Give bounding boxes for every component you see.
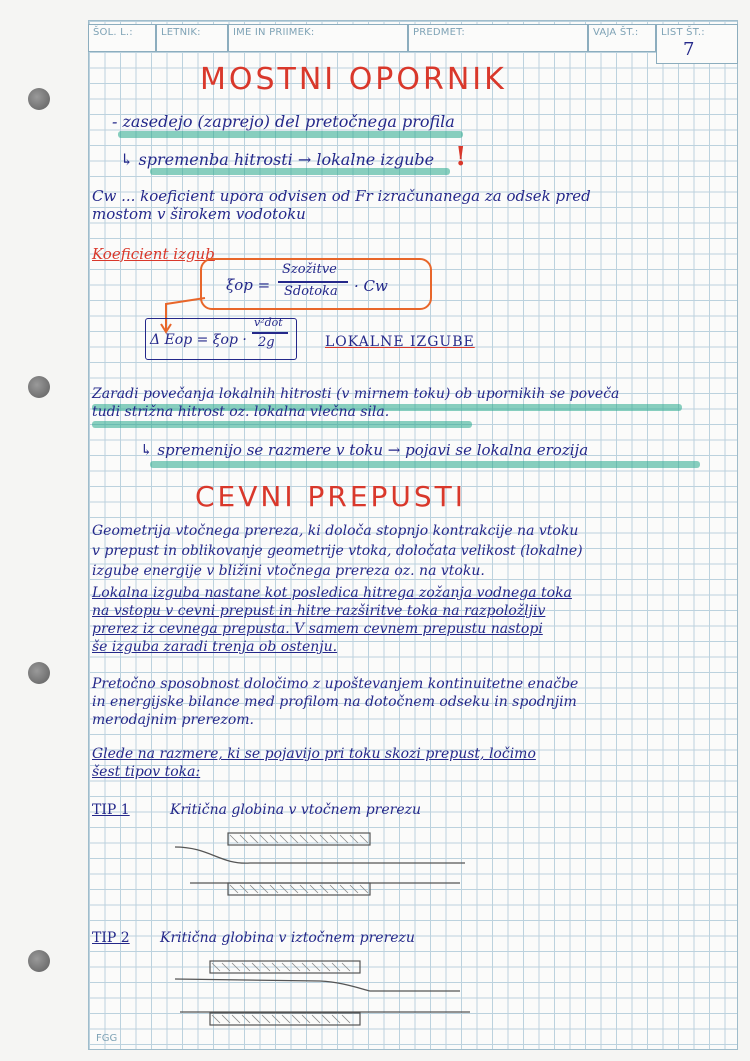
formula-v-squared: v²dot <box>254 316 283 329</box>
line-koeficient: Koeficient izgub <box>92 245 215 263</box>
header-sol: ŠOL. L.: <box>88 24 156 52</box>
line-tudi: tudi strižna hitrost oz. lokalna vlečna sila. <box>92 404 390 420</box>
title-cevni-prepusti: CEVNI PREPUSTI <box>195 480 467 513</box>
para2-line: na vstopu v cevni prepust in hitre razširitve toka na razpoložljiv <box>92 603 546 619</box>
header-ime: IME IN PRIIMEK: <box>228 24 408 52</box>
header-list: LIST ŠT.: 7 <box>656 24 738 64</box>
line-spremenba: ↳ spremenba hitrosti → lokalne izgube <box>120 150 435 169</box>
formula-2g: 2g <box>258 335 275 350</box>
para3-line: Pretočno sposobnost določimo z upoštevanjem kontinuitetne enačbe <box>92 676 579 692</box>
highlight-bar <box>92 421 472 428</box>
exclamation-mark: ! <box>455 142 467 172</box>
header-predmet: PREDMET: <box>408 24 588 52</box>
para4-line: šest tipov toka: <box>92 764 201 780</box>
para2-line: še izguba zaradi trenja ob ostenju. <box>92 639 338 655</box>
formula-xi-left: ξop = <box>226 276 271 294</box>
label-lokalne-izgube: LOKALNE IZGUBE <box>325 334 475 350</box>
highlight-bar <box>150 461 700 468</box>
formula-numerator: Szožitve <box>282 262 337 277</box>
tip1-culvert-sketch <box>170 825 480 905</box>
list-number: 7 <box>683 39 695 60</box>
punch-hole <box>28 950 50 972</box>
para2-line: prerez iz cevnega prepusta. V samem cevnem prepustu nastopi <box>92 621 543 637</box>
header-letnik: LETNIK: <box>156 24 228 52</box>
punch-hole <box>28 662 50 684</box>
title-mostni-opornik: MOSTNI OPORNIK <box>200 62 507 97</box>
line-spremenijo: ↳ spremenijo se razmere v toku → pojavi se lokalna erozija <box>140 441 589 459</box>
formula-delta-e: Δ Eop = ξop · <box>150 332 247 348</box>
para1-line: v prepust in oblikovanje geometrije vtoka, določata velikost (lokalne) <box>92 543 583 559</box>
header-vaja: VAJA ŠT.: <box>588 24 656 52</box>
tip2-label: TIP 2 <box>92 930 130 946</box>
para1-line: izgube energije v bližini vtočnega prereza oz. na vtoku. <box>92 563 485 579</box>
highlight-bar <box>118 131 463 138</box>
para4-line: Glede na razmere, ki se pojavijo pri toku skozi prepust, ločimo <box>92 746 536 762</box>
highlight-bar <box>150 168 450 175</box>
tip1-text: Kritična globina v vtočnem prerezu <box>170 802 422 818</box>
fraction-bar <box>252 332 288 334</box>
tip2-culvert-sketch <box>170 955 480 1030</box>
para2-line: Lokalna izguba nastane kot posledica hitrega zožanja vodnega toka <box>92 585 572 601</box>
line-cw: Cw ... koeficient upora odvisen od Fr izračunanega za odsek pred <box>92 187 591 205</box>
punch-hole <box>28 88 50 110</box>
formula-cw: · Cw <box>354 277 388 295</box>
punch-hole <box>28 376 50 398</box>
footer-fgg: FGG <box>96 1033 118 1044</box>
line-zaradi: Zaradi povečanja lokalnih hitrosti (v mirnem toku) ob upornikih se poveča <box>92 386 620 402</box>
para3-line: in energijske bilance med profilom na dotočnem odseku in spodnjim <box>92 694 577 710</box>
tip1-label: TIP 1 <box>92 802 130 818</box>
tip2-text: Kritična globina v iztočnem prerezu <box>160 930 415 946</box>
line-zasedejo: - zasedejo (zaprejo) del pretočnega profila <box>112 112 455 131</box>
fraction-bar <box>278 281 348 283</box>
formula-denominator: Sdotoka <box>284 284 338 299</box>
para1-line: Geometrija vtočnega prereza, ki določa stopnjo kontrakcije na vtoku <box>92 523 579 539</box>
para3-line: merodajnim prerezom. <box>92 712 254 728</box>
line-mostom: mostom v širokem vodotoku <box>92 205 306 223</box>
